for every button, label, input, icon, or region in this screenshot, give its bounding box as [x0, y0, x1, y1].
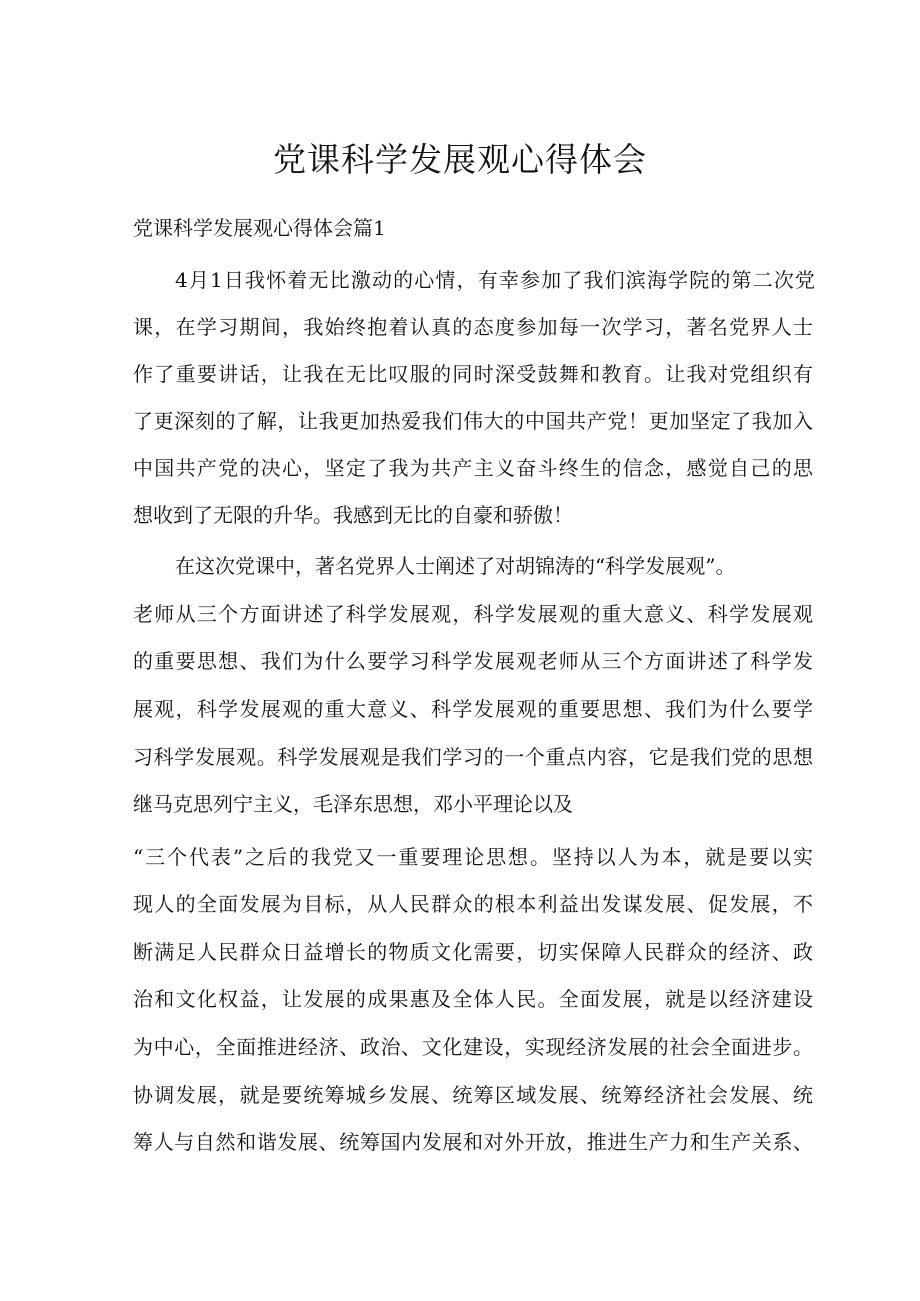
- paragraph-line: 作了重要讲话，让我在无比叹服的同时深受鼓舞和教育。让我对党组织有: [133, 362, 813, 386]
- paragraph-line: 老师从三个方面讲述了科学发展观，科学发展观的重大意义、科学发展观: [133, 602, 813, 626]
- paragraph-line: 的重要思想、我们为什么要学习科学发展观老师从三个方面讲述了科学发: [133, 649, 813, 673]
- paragraph-line: 4月1日我怀着无比激动的心情，有幸参加了我们滨海学院的第二次党: [175, 268, 815, 292]
- paragraph-line: 筹人与自然和谐发展、统筹国内发展和对外开放，推进生产力和生产关系、: [133, 1130, 813, 1154]
- paragraph-line: 现人的全面发展为目标，从人民群众的根本利益出发谋发展、促发展，不: [133, 892, 813, 916]
- document-title: 党课科学发展观心得体会: [273, 140, 647, 179]
- paragraph-line: 协调发展，就是要统筹城乡发展、统筹区域发展、统筹经济社会发展、统: [133, 1083, 813, 1107]
- paragraph-line: 治和文化权益，让发展的成果惠及全体人民。全面发展，就是以经济建设: [133, 987, 813, 1011]
- paragraph-line: “三个代表”之后的我党又一重要理论思想。坚持以人为本，就是要以实: [133, 845, 813, 869]
- section-heading: 党课科学发展观心得体会篇1: [133, 216, 386, 240]
- paragraph-line: 中国共产党的决心，坚定了我为共产主义奋斗终生的信念，感觉自己的思: [133, 456, 813, 480]
- paragraph-line: 展观，科学发展观的重大意义、科学发展观的重要思想、我们为什么要学: [133, 697, 813, 721]
- paragraph-line: 课，在学习期间，我始终抱着认真的态度参加每一次学习，著名党界人士: [133, 315, 813, 339]
- paragraph-line: 习科学发展观。科学发展观是我们学习的一个重点内容，它是我们党的思想: [133, 745, 813, 769]
- paragraph-line: 想收到了无限的升华。我感到无比的自豪和骄傲！: [133, 503, 573, 527]
- paragraph-line: 为中心，全面推进经济、政治、文化建设，实现经济发展的社会全面进步。: [133, 1035, 813, 1059]
- paragraph-line: 在这次党课中，著名党界人士阐述了对胡锦涛的“科学发展观”。: [175, 554, 736, 578]
- paragraph-line: 了更深刻的了解，让我更加热爱我们伟大的中国共产党！更加坚定了我加入: [133, 409, 813, 433]
- paragraph-line: 断满足人民群众日益增长的物质文化需要，切实保障人民群众的经济、政: [133, 940, 813, 964]
- paragraph-line: 继马克思列宁主义，毛泽东思想，邓小平理论以及: [133, 792, 573, 816]
